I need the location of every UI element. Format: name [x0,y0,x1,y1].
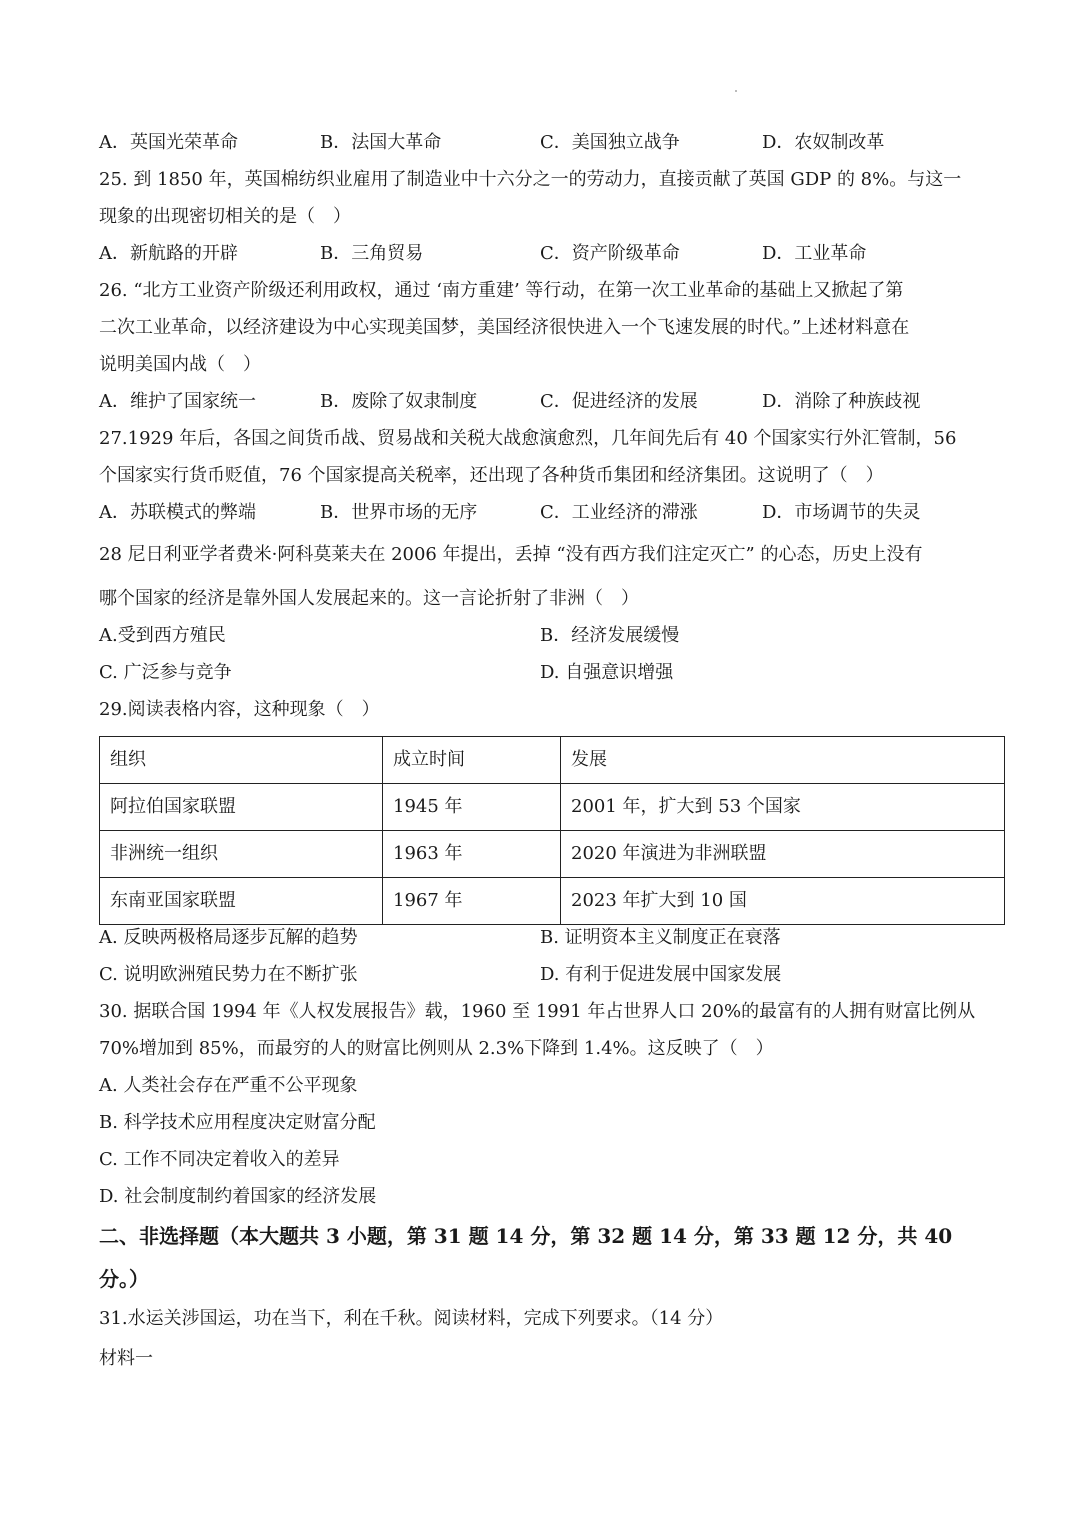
table-cell: 1945 年 [383,784,561,831]
q29-option-c[interactable]: C. 说明欧洲殖民势力在不断扩张 [99,964,358,985]
q31-stem: 31.水运关涉国运，功在当下，利在千秋。阅读材料，完成下列要求。（14 分） [99,1308,724,1329]
table-cell: 2001 年，扩大到 53 个国家 [561,784,1005,831]
q30-stem-line-2: 70%增加到 85%，而最穷的人的财富比例则从 2.3%下降到 1.4%。这反映了（ ） [99,1038,774,1059]
q29-table [99,736,1005,925]
q25-option-a[interactable]: A．新航路的开辟 [99,243,238,264]
q24-option-b[interactable]: B．法国大革命 [320,132,442,153]
q24-option-d[interactable]: D．农奴制改革 [762,132,885,153]
q30-option-c[interactable]: C. 工作不同决定着收入的差异 [99,1149,340,1170]
table-header-cell: 发展 [561,737,1005,784]
q25-option-b[interactable]: B．三角贸易 [320,243,424,264]
table-cell: 1967 年 [383,878,561,925]
q26-stem-line-3: 说明美国内战（ ） [99,354,261,375]
q28-stem-line-2: 哪个国家的经济是靠外国人发展起来的。这一言论折射了非洲（ ） [99,588,639,609]
q30-option-d[interactable]: D. 社会制度制约着国家的经济发展 [99,1186,377,1207]
q24-option-a[interactable]: A．英国光荣革命 [99,132,238,153]
q27-option-c[interactable]: C．工业经济的滞涨 [540,502,698,523]
q28-stem-line-1: 28 尼日利亚学者费米·阿科莫莱夫在 2006 年提出，丢掉 “没有西方我们注定灭亡” 的心态，历史上没有 [99,544,923,565]
q25-stem-line-2: 现象的出现密切相关的是（ ） [99,206,351,227]
q30-option-b[interactable]: B. 科学技术应用程度决定财富分配 [99,1112,376,1133]
q29-option-d[interactable]: D. 有利于促进发展中国家发展 [540,964,782,985]
q29-option-a[interactable]: A. 反映两极格局逐步瓦解的趋势 [99,927,358,948]
q27-stem-line-2: 个国家实行货币贬值，76 个国家提高关税率，还出现了各种货币集团和经济集团。这说明了（ ） [99,465,884,486]
q26-option-a[interactable]: A．维护了国家统一 [99,391,256,412]
table-header-cell: 成立时间 [383,737,561,784]
q25-option-c[interactable]: C．资产阶级革命 [540,243,680,264]
q28-option-a[interactable]: A.受到西方殖民 [99,625,226,646]
q28-option-c[interactable]: C. 广泛参与竞争 [99,662,232,683]
table-cell: 东南亚国家联盟 [100,878,383,925]
table-cell: 2020 年演进为非洲联盟 [561,831,1005,878]
q30-option-a[interactable]: A. 人类社会存在严重不公平现象 [99,1075,358,1096]
q29-option-b[interactable]: B. 证明资本主义制度正在衰落 [540,927,781,948]
q25-option-d[interactable]: D．工业革命 [762,243,867,264]
q26-option-d[interactable]: D．消除了种族歧视 [762,391,921,412]
table-cell: 1963 年 [383,831,561,878]
section-2-heading-line-1: 二、非选择题（本大题共 3 小题，第 31 题 14 分，第 32 题 14 分，第 33 题 12 分，共 40 [99,1224,953,1248]
q26-stem-line-2: 二次工业革命，以经济建设为中心实现美国梦，美国经济很快进入一个飞速发展的时代。”上述材料意在 [99,317,910,338]
table-cell: 阿拉伯国家联盟 [100,784,383,831]
q27-option-d[interactable]: D．市场调节的失灵 [762,502,921,523]
q26-option-c[interactable]: C．促进经济的发展 [540,391,698,412]
table-row [100,831,1005,878]
q27-stem-line-1: 27.1929 年后，各国之间货币战、贸易战和关税大战愈演愈烈，几年间先后有 40 个国家实行外汇管制，56 [99,428,957,449]
q28-option-d[interactable]: D. 自强意识增强 [540,662,674,683]
scan-speck [735,90,737,92]
section-2-heading-line-2: 分。） [99,1267,149,1291]
table-cell: 2023 年扩大到 10 国 [561,878,1005,925]
q27-option-a[interactable]: A．苏联模式的弊端 [99,502,256,523]
table-header-row [100,737,1005,784]
q26-option-b[interactable]: B．废除了奴隶制度 [320,391,478,412]
q28-option-b[interactable]: B．经济发展缓慢 [540,625,680,646]
q30-stem-line-1: 30. 据联合国 1994 年《人权发展报告》载，1960 至 1991 年占世界人口 20%的最富有的人拥有财富比例从 [99,1001,976,1022]
q26-stem-line-1: 26. “北方工业资产阶级还利用政权，通过 ‘南方重建’ 等行动，在第一次工业革命的基础上又掀起了第 [99,280,904,301]
table-row [100,784,1005,831]
q27-option-b[interactable]: B．世界市场的无序 [320,502,478,523]
q31-material-label: 材料一 [99,1348,153,1369]
table-row [100,878,1005,925]
table-header-cell: 组织 [100,737,383,784]
q25-stem-line-1: 25. 到 1850 年，英国棉纺织业雇用了制造业中十六分之一的劳动力，直接贡献了英国 GDP 的 8%。与这一 [99,169,962,190]
q29-stem: 29.阅读表格内容，这种现象（ ） [99,699,380,720]
q24-option-c[interactable]: C．美国独立战争 [540,132,680,153]
table-cell: 非洲统一组织 [100,831,383,878]
